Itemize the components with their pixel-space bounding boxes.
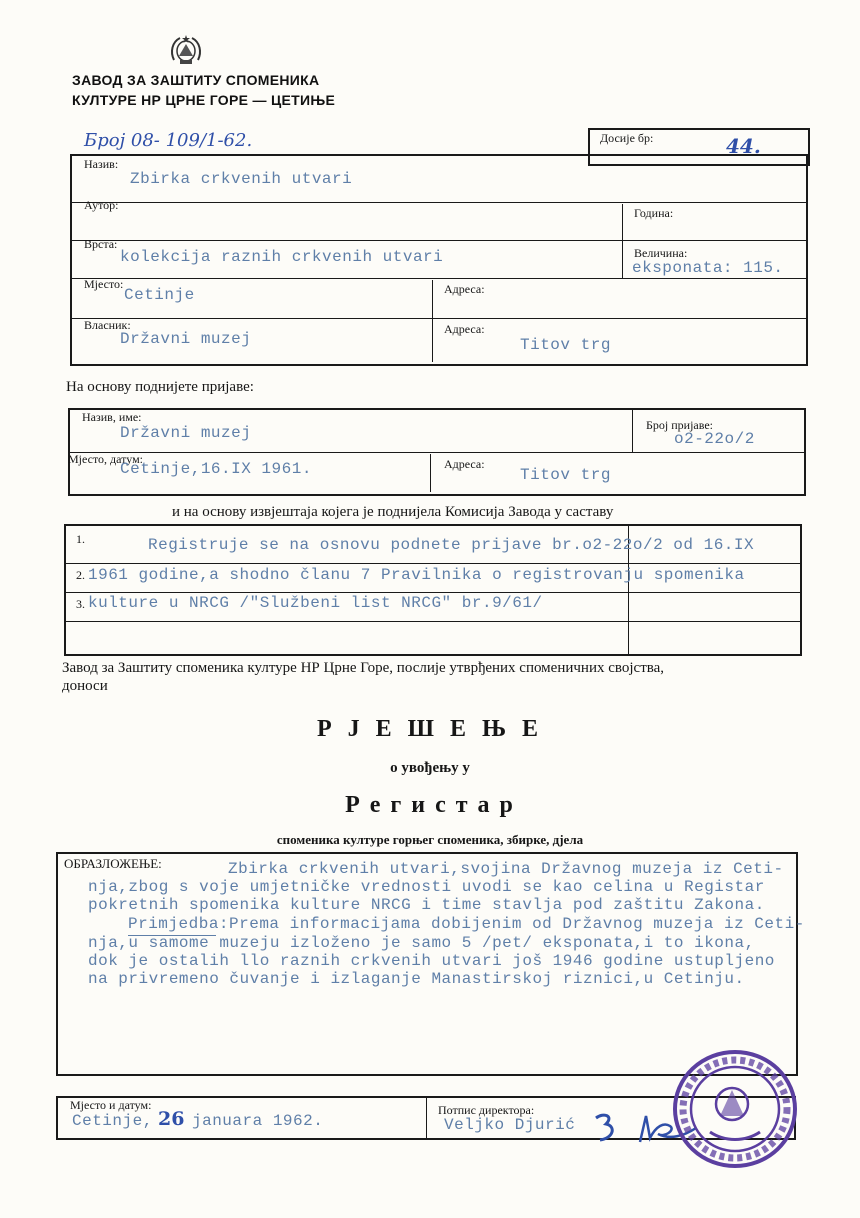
size-value: eksponata: 115. [632, 259, 784, 277]
register-title: Р е г и с т а р [345, 792, 515, 818]
application-address-label: Адреса: [444, 457, 485, 471]
register-subtitle: споменика културе горњег споменика, збирке, дјела [276, 832, 584, 847]
footer-date-value: januara 1962. [192, 1112, 324, 1130]
signature-label: Потпис директора: [438, 1103, 535, 1117]
owner-value: Državni muzej [120, 330, 252, 348]
commission-row-num: 2. [76, 568, 85, 582]
place-date-label: Мјесто и датум: [70, 1098, 152, 1112]
commission-row-text: 1961 godine,a shodno članu 7 Pravilnika o registrovanju spomenika [88, 566, 745, 584]
dossier-label: Досије бр: [600, 131, 654, 145]
owner-label: Власник: [84, 318, 131, 332]
signature-name: Veljko Djurić [444, 1116, 576, 1134]
reasoning-line: Primjedba:Prema informacijama dobijenim od Državnog muzeja iz Ceti- [128, 915, 805, 933]
decision-title: Р Ј Е Ш Е Њ Е [316, 716, 544, 742]
application-number-label: Број пријаве: [646, 418, 713, 432]
reasoning-line: Zbirka crkvenih utvari,svojina Državnog muzeja iz Ceti- [228, 860, 784, 878]
address2-value: Titov trg [520, 336, 611, 354]
application-place-value: Cetinje,16.IX 1961. [120, 460, 312, 478]
application-number-value: o2-22o/2 [674, 430, 755, 448]
official-stamp-icon [670, 1046, 800, 1172]
reasoning-line: dok je ostalih llo raznih crkvenih utvari još 1946 godine ustupljeno [88, 952, 775, 970]
type-value: kolekcija raznih crkvenih utvari [120, 248, 444, 266]
address2-label: Адреса: [444, 322, 485, 336]
reasoning-line: na privremeno čuvanje i izlaganje Manastirskoj riznici,u Cetinju. [88, 970, 745, 988]
reasoning-line: nja,zbog s voje umjetničke vrednosti uvodi se kao celina u Registar [88, 878, 765, 896]
footer-place-value: Cetinje, [72, 1112, 153, 1130]
institution-name-line1: ЗАВОД ЗА ЗАШТИТУ СПОМЕНИКА [72, 72, 320, 88]
address1-label: Адреса: [444, 282, 485, 296]
place-value: Cetinje [124, 286, 195, 304]
year-label: Година: [634, 206, 674, 220]
institution-name-line2: КУЛТУРЕ НР ЦРНЕ ГОРЕ — ЦЕТИЊЕ [72, 92, 336, 108]
author-label: Аутор: [84, 198, 119, 212]
commission-row-text: Registruje se na osnovu podnete prijave br.o2-22o/2 od 16.IX [148, 536, 755, 554]
application-place-label: Мјесто, датум: [68, 452, 144, 466]
commission-row-text: kulture u NRCG /"Službeni list NRCG" br.9/61/ [88, 594, 543, 612]
reasoning-line: nja,u samome muzeju izloženo je samo 5 /pet/ eksponata,i to ikona, [88, 934, 755, 952]
reference-number: Број 08- 109/1-62. [84, 130, 253, 151]
application-address-value: Titov trg [520, 466, 611, 484]
application-name-value: Državni muzej [120, 424, 252, 442]
decision-subtitle: о увођењу у [390, 760, 470, 776]
commission-row-num: 3. [76, 597, 85, 611]
decision-intro-line2: доноси [62, 678, 108, 694]
reasoning-line: pokretnih spomenika kulture NRCG i time stavlja pod zaštitu Zakona. [88, 896, 765, 914]
object-name-value: Zbirka crkvenih utvari [130, 170, 353, 188]
commission-text: и на основу извјештаја којега је поднијела Комисија Завода у саставу [172, 504, 614, 520]
coat-of-arms-emblem-icon [168, 34, 204, 68]
reasoning-label: ОБРАЗЛОЖЕЊЕ: [64, 856, 162, 871]
commission-row-num: 1. [76, 532, 85, 546]
footer-day-value: 26 [158, 1108, 185, 1130]
type-label: Врста: [84, 237, 118, 251]
basis-text: На основу поднијете пријаве: [66, 379, 254, 395]
object-name-label: Назив: [84, 157, 119, 171]
place-label: Мјесто: [84, 277, 124, 291]
size-label: Величина: [634, 246, 688, 260]
decision-intro-line1: Завод за Заштиту споменика културе НР Црне Горе, послије утврђених споменичних својства, [62, 660, 665, 676]
application-name-label: Назив, име: [82, 410, 142, 424]
dossier-value: 44. [726, 134, 761, 158]
